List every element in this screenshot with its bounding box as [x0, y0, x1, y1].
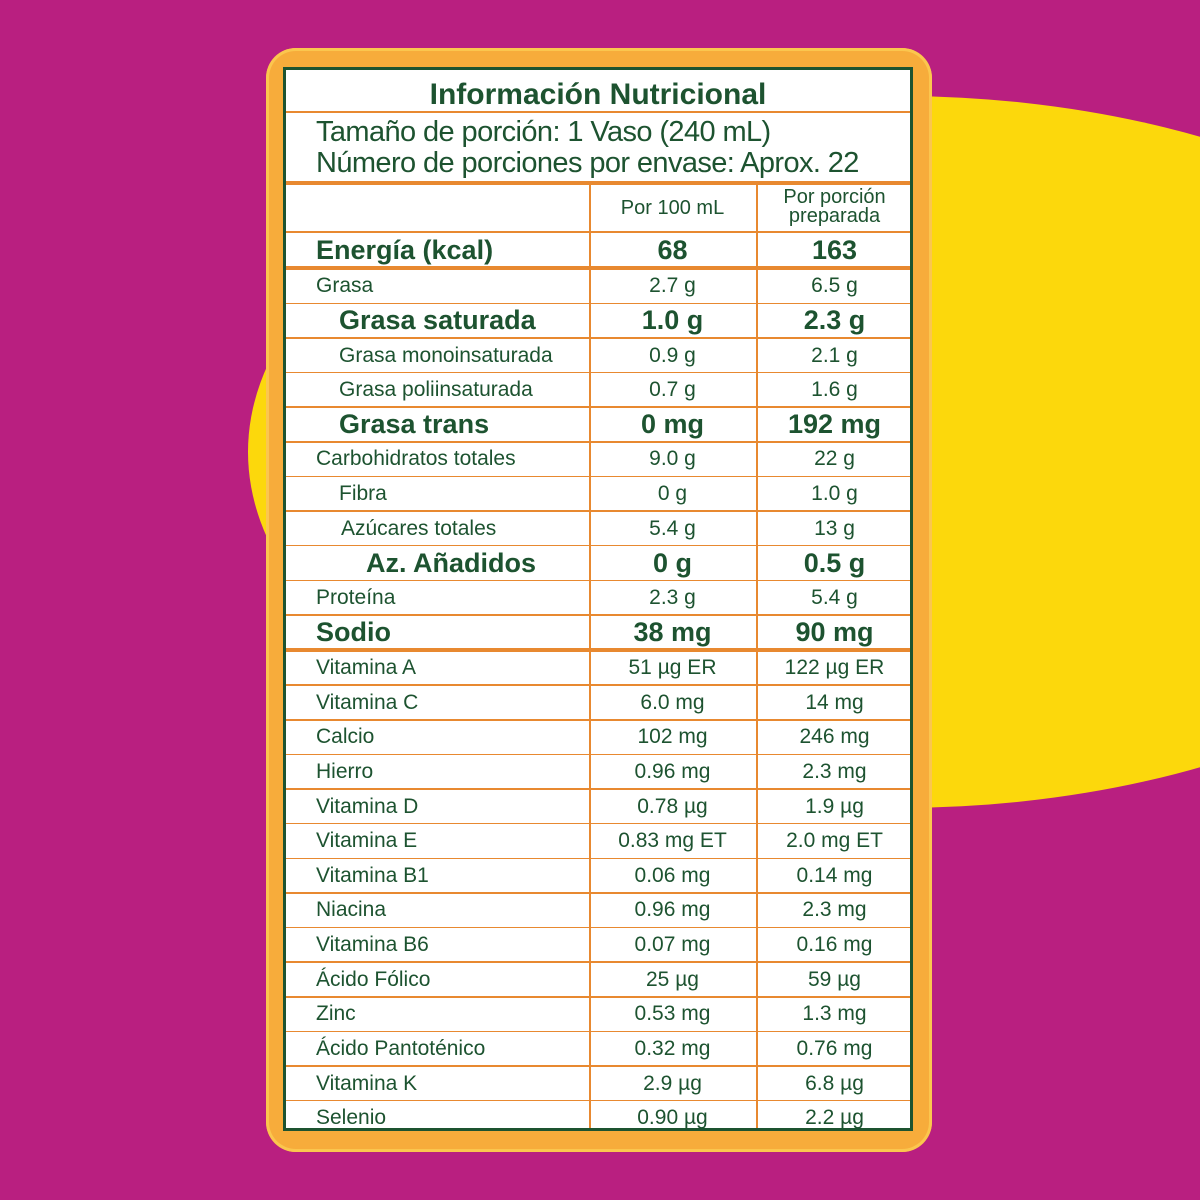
nutrient-label: Hierro — [316, 759, 374, 783]
value-per-portion: 192 mg — [787, 409, 882, 440]
value-per-portion: 246 mg — [799, 725, 870, 749]
value-per-100ml: 1.0 g — [641, 305, 704, 336]
nutrient-label: Grasa poliinsaturada — [339, 378, 533, 402]
nutrient-row — [286, 373, 910, 408]
micronutrient-row — [286, 1101, 910, 1136]
micronutrient-row — [286, 789, 910, 824]
value-per-100ml: 2.7 g — [649, 274, 696, 298]
nutrient-label: Carbohidratos totales — [316, 447, 516, 471]
nutrient-label: Grasa — [316, 274, 374, 298]
value-per-portion: 2.1 g — [811, 343, 858, 367]
value-per-portion: 2.2 µg — [805, 1106, 864, 1130]
panel-title: Información Nutricional — [429, 78, 767, 111]
nutrition-header — [286, 70, 910, 182]
nutrient-row — [286, 511, 910, 546]
nutrient-label: Energía (kcal) — [316, 234, 494, 265]
nutrient-label: Proteína — [316, 585, 396, 609]
nutrient-label: Grasa monoinsaturada — [339, 343, 553, 367]
value-per-100ml: 25 µg — [646, 967, 699, 991]
nutrient-row — [286, 338, 910, 373]
micronutrient-row — [286, 755, 910, 790]
value-per-100ml: 38 mg — [633, 616, 712, 647]
nutrient-label: Vitamina A — [316, 656, 417, 680]
value-per-100ml: 2.9 µg — [643, 1071, 702, 1095]
nutrient-label: Calcio — [316, 725, 375, 749]
value-per-portion: 1.6 g — [811, 378, 858, 402]
value-per-portion: 22 g — [814, 447, 855, 471]
micronutrient-row — [286, 997, 910, 1032]
value-per-portion: 2.3 mg — [802, 898, 867, 922]
value-per-portion: 59 µg — [808, 967, 861, 991]
nutrient-row — [286, 442, 910, 477]
nutrient-label: Vitamina B6 — [316, 933, 429, 957]
micronutrient-row — [286, 1066, 910, 1101]
nutrient-label: Azúcares totales — [341, 516, 497, 540]
value-per-portion: 1.0 g — [811, 482, 858, 506]
value-per-100ml: 0.9 g — [649, 343, 696, 367]
nutrient-label: Zinc — [316, 1002, 356, 1026]
nutrient-label: Sodio — [316, 616, 391, 647]
value-per-100ml: 2.3 g — [649, 585, 696, 609]
micronutrient-row — [286, 720, 910, 755]
nutrient-label: Selenio — [316, 1106, 387, 1130]
servings-per-container: Número de porciones por envase: Aprox. 22 — [316, 147, 859, 179]
nutrient-label: Grasa saturada — [339, 305, 536, 336]
value-per-portion: 6.8 µg — [805, 1071, 864, 1095]
nutrient-label: Vitamina D — [316, 794, 419, 818]
value-per-100ml: 0.90 µg — [637, 1106, 708, 1130]
value-per-portion: 6.5 g — [811, 274, 858, 298]
title-divider — [286, 111, 910, 113]
value-per-portion: 1.3 mg — [802, 1002, 867, 1026]
micronutrient-row — [286, 962, 910, 997]
nutrient-label: Ácido Pantoténico — [316, 1036, 486, 1060]
serving-size: Tamaño de porción: 1 Vaso (240 mL) — [316, 116, 771, 148]
micronutrient-row — [286, 685, 910, 720]
nutrient-label: Vitamina C — [316, 690, 419, 714]
value-per-portion: 2.3 mg — [802, 759, 867, 783]
value-per-portion: 14 mg — [805, 690, 864, 714]
value-per-100ml: 5.4 g — [649, 516, 696, 540]
value-per-portion: 0.14 mg — [796, 863, 873, 887]
micronutrient-row — [286, 651, 910, 686]
column-header-per-portion — [756, 188, 913, 226]
value-per-100ml: 0.32 mg — [634, 1036, 711, 1060]
value-per-portion: 2.3 g — [803, 305, 866, 336]
energy-row — [286, 233, 910, 267]
nutrient-row — [286, 581, 910, 616]
value-per-portion: 0.16 mg — [796, 933, 873, 957]
nutrient-label: Niacina — [316, 898, 387, 922]
column-header-per-portion-line2: preparada — [788, 205, 881, 227]
value-per-100ml: 0.07 mg — [634, 933, 711, 957]
value-per-100ml: 9.0 g — [649, 447, 696, 471]
column-divider — [589, 182, 591, 1128]
value-per-100ml: 0 g — [657, 482, 688, 506]
value-per-portion: 13 g — [814, 516, 855, 540]
nutrient-row — [286, 407, 910, 442]
value-per-100ml: 0.06 mg — [634, 863, 711, 887]
value-per-100ml: 0.53 mg — [634, 1002, 711, 1026]
nutrient-row — [286, 615, 910, 650]
nutrient-label: Fibra — [339, 482, 387, 506]
value-per-portion: 122 µg ER — [784, 656, 885, 680]
nutrient-label: Vitamina E — [316, 829, 418, 853]
micronutrient-row — [286, 1032, 910, 1067]
value-per-100ml: 0 g — [652, 547, 692, 578]
value-per-100ml: 0.7 g — [649, 378, 696, 402]
nutrient-label: Grasa trans — [339, 409, 490, 440]
value-per-portion: 90 mg — [795, 616, 874, 647]
nutrient-label: Az. Añadidos — [366, 547, 537, 578]
value-per-100ml: 51 µg ER — [628, 656, 717, 680]
nutrient-label: Vitamina K — [316, 1071, 418, 1095]
value-per-portion: 163 — [811, 234, 858, 265]
nutrient-row — [286, 477, 910, 512]
nutrient-row — [286, 269, 910, 304]
nutrient-label: Ácido Fólico — [316, 967, 431, 991]
nutrient-label: Vitamina B1 — [316, 863, 429, 887]
column-header-per-100ml: Por 100 mL — [620, 197, 725, 219]
column-header-per-portion-line1: Por porción — [783, 186, 886, 208]
value-per-100ml: 0.96 mg — [634, 759, 711, 783]
value-per-100ml: 0.78 µg — [637, 794, 708, 818]
micronutrient-row — [286, 859, 910, 894]
value-per-100ml: 102 mg — [637, 725, 708, 749]
value-per-portion: 2.0 mg ET — [786, 829, 883, 853]
value-per-portion: 0.76 mg — [796, 1036, 873, 1060]
value-per-100ml: 6.0 mg — [640, 690, 705, 714]
value-per-portion: 0.5 g — [803, 547, 866, 578]
value-per-100ml: 68 — [657, 234, 688, 265]
nutrient-row — [286, 546, 910, 581]
column-divider — [756, 182, 758, 1128]
value-per-100ml: 0.96 mg — [634, 898, 711, 922]
micronutrient-row — [286, 824, 910, 859]
nutrition-facts-panel — [283, 67, 913, 1131]
value-per-portion: 5.4 g — [811, 585, 858, 609]
header-divider — [286, 181, 910, 185]
nutrient-row — [286, 304, 910, 339]
value-per-portion: 1.9 µg — [805, 794, 864, 818]
micronutrient-row — [286, 893, 910, 928]
value-per-100ml: 0.83 mg ET — [618, 829, 727, 853]
micronutrient-row — [286, 928, 910, 963]
value-per-100ml: 0 mg — [640, 409, 705, 440]
